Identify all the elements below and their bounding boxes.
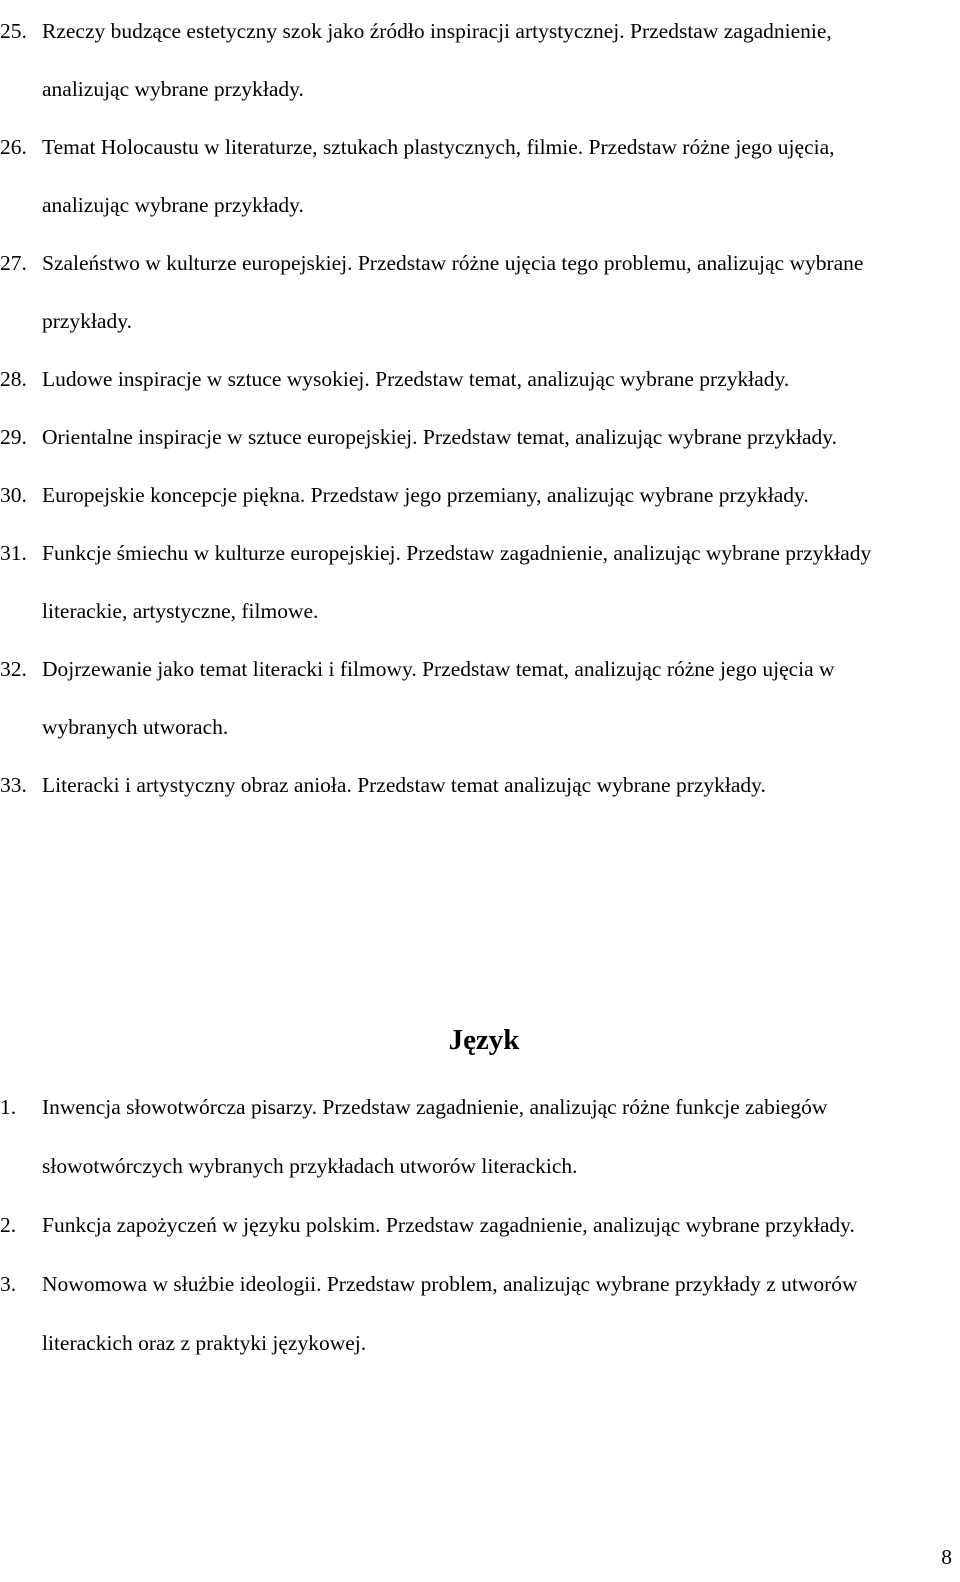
item-number: 3. [0,1272,17,1296]
list-item [0,640,960,756]
item-number: 2. [0,1213,17,1237]
item-text: Ludowe inspiracje w sztuce wysokiej. Przedstaw temat, analizując wybrane przykłady. [42,367,790,391]
list-item [0,118,960,234]
list-item [0,1196,960,1255]
item-number: 29. [0,425,27,449]
list-item [0,408,960,466]
item-text: Rzeczy budzące estetyczny szok jako źródło inspiracji artystycznej. Przedstaw zagadnienie, analizując wybrane przykłady. [42,19,832,101]
item-number: 25. [0,19,27,43]
item-number: 31. [0,541,27,565]
item-text: Funkcje śmiechu w kulturze europejskiej. Przedstaw zagadnienie, analizując wybrane przykłady literackie, artystyczne, filmowe. [42,541,872,623]
item-text: Nowomowa w służbie ideologii. Przedstaw problem, analizując wybrane przykłady z utworów literackich oraz z praktyki językowej. [42,1272,858,1355]
item-number: 32. [0,657,27,681]
item-text: Inwencja słowotwórcza pisarzy. Przedstaw zagadnienie, analizując różne funkcje zabiegów słowotwórczych wybranych przykładach utworów literackich. [42,1095,828,1178]
item-number: 26. [0,135,27,159]
list-item [0,350,960,408]
list-item [0,1078,960,1196]
item-number: 33. [0,773,27,797]
item-text: Funkcja zapożyczeń w języku polskim. Przedstaw zagadnienie, analizując wybrane przykłady. [42,1213,855,1237]
item-text: Europejskie koncepcje piękna. Przedstaw jego przemiany, analizując wybrane przykłady. [42,483,809,507]
topic-list-literature [0,2,960,814]
list-item [0,756,960,814]
page-number: 8 [941,1545,952,1569]
item-number: 1. [0,1095,17,1119]
section-heading: Język [448,1024,520,1056]
list-item [0,466,960,524]
item-text: Szaleństwo w kulturze europejskiej. Przedstaw różne ujęcia tego problemu, analizując wybrane przykłady. [42,251,864,333]
item-text: Literacki i artystyczny obraz anioła. Przedstaw temat analizując wybrane przykłady. [42,773,766,797]
item-number: 30. [0,483,27,507]
item-number: 27. [0,251,27,275]
item-text: Orientalne inspiracje w sztuce europejskiej. Przedstaw temat, analizując wybrane przykłady. [42,425,837,449]
list-item [0,524,960,640]
list-item [0,234,960,350]
topic-list-language [0,1078,960,1373]
item-text: Dojrzewanie jako temat literacki i filmowy. Przedstaw temat, analizując różne jego ujęcia w wybranych utworach. [42,657,835,739]
item-number: 28. [0,367,27,391]
item-text: Temat Holocaustu w literaturze, sztukach plastycznych, filmie. Przedstaw różne jego ujęcia, analizując wybrane przykłady. [42,135,835,217]
list-item [0,2,960,118]
list-item [0,1255,960,1373]
